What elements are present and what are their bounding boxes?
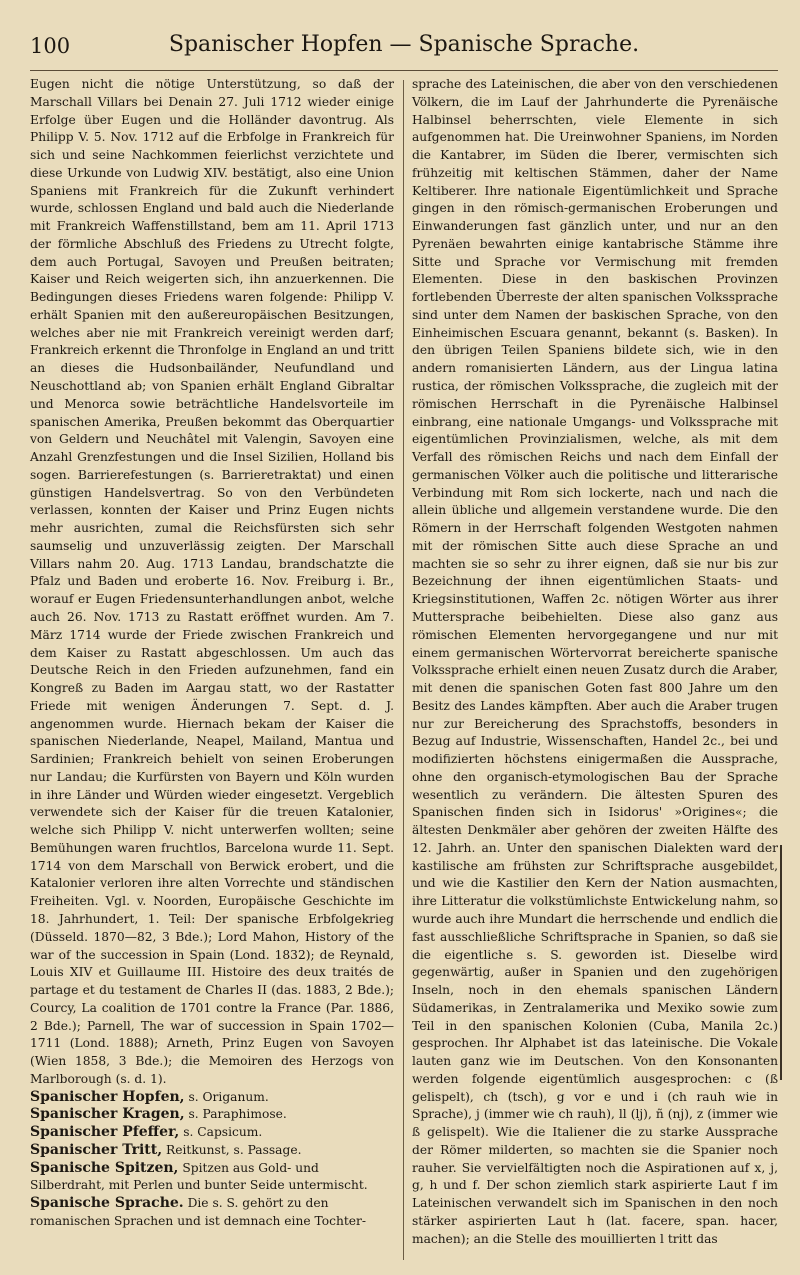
column-divider — [403, 80, 404, 1260]
margin-pencil-mark — [780, 845, 782, 1080]
entry-spitzen — [30, 1160, 394, 1196]
entry-text: s. Paraphimose. — [184, 1107, 287, 1122]
page-header — [30, 32, 778, 68]
entry-term: Spanischer Pfeffer, — [30, 1124, 180, 1141]
entry-term: Spanischer Kragen, — [30, 1106, 185, 1123]
left-column — [30, 76, 394, 1231]
entry-term: Spanische Sprache. — [30, 1195, 184, 1212]
article-text-left: Eugen nicht die nötige Unterstützung, so daß der Marschall Villars bei Denain 27. Juli 1712 wieder einige Erfolge über Eugen und die Holländer davontrug. Als Philipp V. 5. Nov. 1712 auf die Erbfolge in Frankreich für sich und seine Nachkommen feierlichst verzichtete und diese Urkunde von Ludwig XIV. bestätigt, also eine Union Spaniens mit Frankreich für die Zukunft verhindert wurde, schlossen England und bald auch die Niederlande mit Frankreich Waffenstillstand, bem am 11. April 1713 der förmliche Abschluß des Friedens zu Utrecht folgte, dem auch Portugal, Savoyen und Preußen beitraten; Kaiser und Reich weigerten sich, ihn anzuerkennen. Die Bedingungen dieses Friedens waren folgende: Philipp V. erhält Spanien mit den außereuropäischen Besitzungen, welches aber nie mit Frankreich vereinigt werden darf; Frankreich erkennt die Thronfolge in England an und tritt an dieses die Hudsonbailänder, Neufundland und Neuschottland ab; von Spanien erhält England Gibraltar und Menorca sowie beträchtliche Handelsvorteile im spanischen Amerika, Preußen bekommt das Oberquartier von Geldern und Neuchâtel mit Valengin, Savoyen eine Anzahl Grenzfestungen und die Insel Sizilien, Holland bis sogen. Barrierefestungen (s. Barrieretraktat) und einen günstigen Handelsvertrag. So von den Verbündeten verlassen, konnten der Kaiser und Prinz Eugen nichts mehr ausrichten, zumal die Reichsfürsten sich sehr saumselig und unzuverlässig zeigten. Der Marschall Villars nahm 20. Aug. 1713 Landau, brandschatzte die Pfalz und Baden und eroberte 16. Nov. Freiburg i. Br., worauf er Eugen Friedensunterhandlungen anbot, welche auch 26. Nov. 1713 zu Rastatt eröffnet wurden. Am 7. März 1714 wurde der Friede zwischen Frankreich und dem Kaiser zu Rastatt abgeschlossen. Um auch das Deutsche Reich in den Frieden aufzunehmen, fand ein Kongreß zu Baden im Aargau statt, wo der Rastatter Friede mit wenigen Änderungen 7. Sept. d. J. angenommen wurde. Hiernach bekam der Kaiser die spanischen Niederlande, Neapel, Mailand, Mantua und Sardinien; Frankreich behielt von seinen Eroberungen nur Landau; die Kurfürsten von Bayern und Köln wurden in ihre Länder und Würden wieder eingesetzt. Vergeblich verwendete sich der Kaiser für die treuen Katalonier, welche sich Philipp V. nicht unterwerfen wollten; seine Bemühungen waren fruchtlos, Barcelona wurde 11. Sept. 1714 von dem Marschall von Berwick erobert, und die Katalonier verloren ihre alten Vorrechte und ständischen Freiheiten. Vgl. v. Noorden, Europäische Geschichte im 18. Jahrhundert, 1. Teil: Der spanische Erbfolgekrieg (Düsseld. 1870—82, 3 Bde.); Lord Mahon, History of the war of the succession in Spain (Lond. 1832); de Reynald, Louis XIV et Guillaume III. Histoire des deux traités de partage et du testament de Charles II (das. 1883, 2 Bde.); Courcy, La coalition de 1701 contre la France (Par. 1886, 2 Bde.); Parnell, The war of succession in Spain 1702—1711 (Lond. 1888); Arneth, Prinz Eugen von Savoyen (Wien 1858, 3 Bde.); die Memoiren des Herzogs von Marlborough (s. d. 1). — [30, 77, 394, 1086]
entry-tritt — [30, 1142, 394, 1160]
entry-hopfen — [30, 1089, 394, 1107]
page-number: 100 — [30, 34, 71, 58]
entry-pfeffer — [30, 1124, 394, 1142]
entry-term: Spanischer Hopfen, — [30, 1088, 185, 1105]
entry-text: Spitzen aus Gold- und Silberdraht, mit Perlen und bunter Seide untermischt. — [30, 1160, 368, 1193]
entry-text: s. Origanum. — [184, 1089, 269, 1104]
header-rule — [30, 70, 778, 71]
entry-text: Die s. S. gehört zu den romanischen Sprachen und ist demnach eine Tochter- — [30, 1196, 366, 1228]
page-title: Spanischer Hopfen — Spanische Sprache. — [168, 32, 640, 57]
entry-sprache — [30, 1195, 394, 1231]
article-text-right: sprache des Lateinischen, die aber von den verschiedenen Völkern, die im Lauf der Jahrhunderte die Pyrenäische Halbinsel beherrschten, viele Elemente in sich aufgenommen hat. Die Ureinwohner Spaniens, im Norden die Kantabrer, im Süden die Iberer, vermischten sich frühzeitig mit keltischen Stämmen, daher der Name Keltiberer. Ihre nationale Eigentümlichkeit und Sprache gingen in den römisch-germanischen Eroberungen und Einwanderungen fast gänzlich unter, und nur an den Pyrenäen bewahrten einige kantabrische Stämme ihre Sitte und Sprache vor Vermischung mit fremden Elementen. Diese in den baskischen Provinzen fortlebenden Überreste der alten spanischen Volkssprache sind unter dem Namen der baskischen Sprache, von den Einheimischen Escuara genannt, bekannt (s. Basken). In den übrigen Teilen Spaniens bildete sich, wie in den andern romanisierten Ländern, aus der Lingua latina rustica, der römischen Volkssprache, die zugleich mit der römischen Herrschaft in die Pyrenäische Halbinsel einbrang, eine nationale Umgangs- und Volkssprache mit eigentümlichen Provinzialismen, welche, als mit dem Verfall des römischen Reichs und nach dem Einfall der germanischen Völker auch die politische und litterarische Verbindung mit Rom sich lockerte, nach und nach die allein übliche und allgemein verstandene wurde. Die den Römern in der Herrschaft folgenden Westgoten nahmen mit der römischen Sitte auch diese Sprache an und machten sie so sehr zu ihrer eignen, daß sie nur bis zur Bezeichnung der ihnen eigentümlichen Staats- und Kriegsinstitutionen, Waffen 2c. nötigen Wörter aus ihrer Muttersprache beibehielten. Diese also ganz aus römischen Elementen hervorgegangene und nur mit einem germanischen Wörtervorrat bereicherte spanische Volkssprache erhielt einen neuen Zusatz durch die Araber, mit denen die spanischen Goten fast 800 Jahre um den Besitz des Landes kämpften. Aber auch die Araber trugen nur zur Bereicherung des Sprachstoffs, besonders in Bezug auf Industrie, Wissenschaften, Handel 2c., bei und modifizierten höchstens einigermaßen die Aussprache, ohne den organisch-etymologischen Bau der Sprache wesentlich zu verändern. Die ältesten Spuren des Spanischen finden sich in Isidorus' »Origines«; die ältesten Denkmäler aber gehören der zweiten Hälfte des 12. Jahrh. an. Unter den spanischen Dialekten ward der kastilische am frühsten zur Schriftsprache ausgebildet, und wie die Kastilier den Kern der Nation ausmachten, ihre Litteratur die volkstümlichste Entwickelung nahm, so wurde auch ihre Mundart die herrschende und endlich die fast ausschließliche Schriftsprache in Spanien, so daß sie die eigentliche s. S. geworden ist. Dieselbe wird gegenwärtig, außer in Spanien und den zugehörigen Inseln, noch in den ehemals spanischen Ländern Südamerikas, in Zentralamerika und Mexiko sowie zum Teil in den spanischen Kolonien (Cuba, Manila 2c.) gesprochen. Ihr Alphabet ist das lateinische. Die Vokale lauten ganz wie im Deutschen. Von den Konsonanten werden folgende eigentümlich ausgesprochen: c (ß gelispelt), ch (tsch), g vor e und i (ch rauh wie in Sprache), j (immer wie ch rauh), ll (lj), ñ (nj), z (immer wie ß gelispelt). Wie die Italiener die zu starke Aussprache der Römer milderten, so machten sie die Spanier noch rauher. Sie vervielfältigten noch die Aspirationen auf x, j, g, h und f. Der schon ziemlich stark aspirierte Laut f im Lateinischen verwandelt sich im Spanischen in den noch stärker aspirierten Laut h (lat. facere, span. hacer, machen); an die Stelle des mouillierten l tritt das — [412, 77, 778, 1246]
entry-term: Spanischer Tritt, — [30, 1141, 163, 1158]
entry-kragen — [30, 1106, 394, 1124]
right-column — [412, 76, 778, 1249]
entry-text: Reitkunst, s. Passage. — [162, 1142, 302, 1157]
entry-term: Spanische Spitzen, — [30, 1159, 179, 1176]
entry-text: s. Capsicum. — [179, 1125, 263, 1140]
